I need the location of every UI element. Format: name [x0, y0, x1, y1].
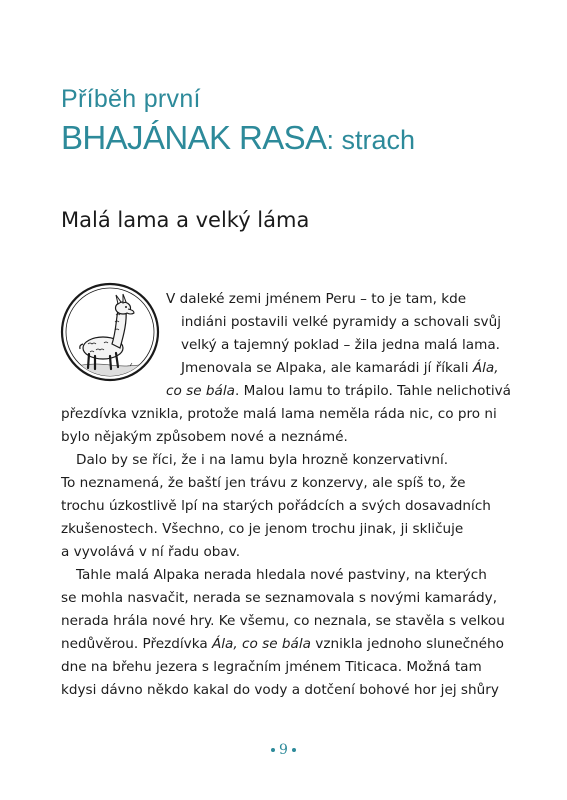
- page-dot-right: [292, 748, 296, 752]
- body-line-10: trochu úzkostlivě lpí na starých pořádcích a svých dosavadních: [61, 498, 491, 514]
- body-line-18: kdysi dávno někdo kakal do vody a dotčení bohové hor jej shůry: [61, 682, 499, 698]
- page-dot-left: [271, 748, 275, 752]
- body-line-4-text: Jmenovala se Alpaka, ale kamarádi jí říkali: [181, 360, 473, 376]
- body-line-5-text: . Malou lamu to trápilo. Tahle nelichotivá: [234, 383, 511, 399]
- body-line-8: Dalo by se říci, že i na lamu byla hrozně konzervativní.: [76, 452, 449, 468]
- chapter-title-rest: : strach: [326, 125, 415, 155]
- body-line-1: V daleké zemi jménem Peru – to je tam, kde: [166, 291, 467, 307]
- body-line-5: [166, 381, 511, 401]
- body-line-3: velký a tajemný poklad – žila jedna malá lama.: [181, 337, 500, 353]
- chapter-label: Příběh první: [61, 85, 201, 113]
- body-line-4-italic: Ála,: [472, 360, 499, 376]
- body-line-16: [61, 634, 504, 654]
- body-line-15: nerada hrála nové hry. Ke všemu, co neznala, se stavěla s velkou: [61, 613, 505, 629]
- body-line-11: zkušenostech. Všechno, co je jenom trochu jinak, ji skličuje: [61, 521, 464, 537]
- body-line-4: [181, 358, 499, 378]
- body-line-7: bylo nějakým způsobem nové a neznámé.: [61, 429, 348, 445]
- body-line-16-text-b: vznikla jednoho slunečného: [310, 636, 504, 652]
- body-line-2: indiáni postavili velké pyramidy a schovali svůj: [181, 314, 501, 330]
- page-number-value: 9: [279, 742, 288, 758]
- chapter-title-caps: BHAJÁNAK RASA: [61, 119, 327, 156]
- body-line-16-text-a: nedůvěrou. Přezdívka: [61, 636, 212, 652]
- body-line-14: se mohla nasvačit, nerada se seznamovala s novými kamarády,: [61, 590, 498, 606]
- body-line-5-italic: co se bála: [166, 383, 235, 399]
- body-line-16-italic: Ála, co se bála: [211, 636, 311, 652]
- alpaca-icon: [60, 282, 160, 382]
- section-title: Malá lama a velký láma: [61, 208, 310, 232]
- body-line-6: přezdívka vznikla, protože malá lama neměla ráda nic, co pro ni: [61, 406, 497, 422]
- page-number: [0, 742, 567, 758]
- body-line-12: a vyvolává v ní řadu obav.: [61, 544, 241, 560]
- chapter-title: [61, 115, 415, 163]
- body-line-13: Tahle malá Alpaka nerada hledala nové pastviny, na kterých: [76, 567, 487, 583]
- body-line-9: To neznamená, že baští jen trávu z konzervy, ale spíš to, že: [61, 475, 466, 491]
- body-line-17: dne na břehu jezera s legračním jménem Titicaca. Možná tam: [61, 659, 482, 675]
